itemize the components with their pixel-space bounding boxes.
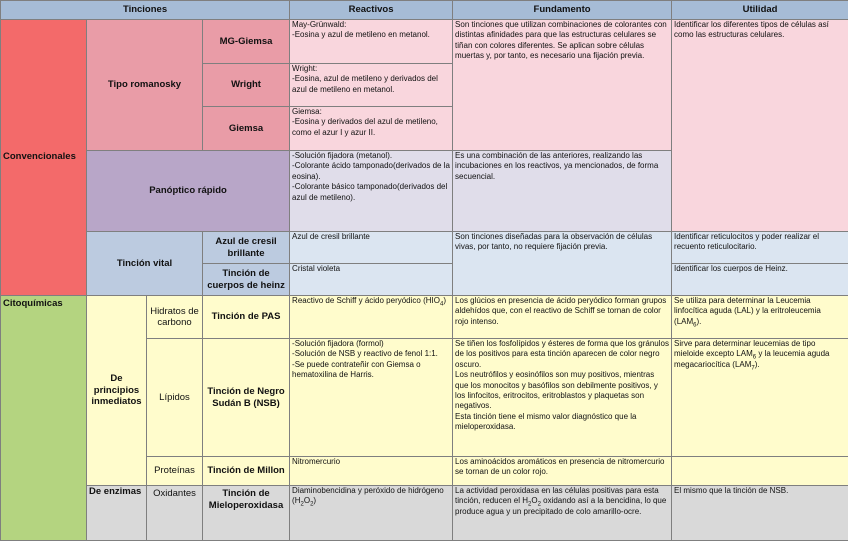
header-tinciones: Tinciones <box>1 1 290 20</box>
utilidad-cresil: Identificar reticulocitos y poder realizar el recuento reticulocitario. <box>672 232 848 264</box>
reactivos-mpo-text: Diaminobencidina y peróxido de hidrógeno (H <box>292 486 444 506</box>
fundamento-mpo-sub1: 2 <box>527 502 532 508</box>
fundamento-mieloperoxidasa <box>453 486 672 541</box>
reactivos-mieloperoxidasa <box>290 486 453 541</box>
reactivos-mpo-mid: O <box>303 496 311 506</box>
row-pas <box>1 296 848 339</box>
utilidad-pas-text: Se utiliza para determinar la Leucemia linfocítica aguda (LAL) y la eritroleucemia (LAM <box>674 296 821 326</box>
reactivos-mpo-end: ) <box>313 496 317 506</box>
type-oxidantes: Oxidantes <box>147 486 203 541</box>
subgroup-principios: De principios inmediatos <box>87 296 147 486</box>
subgroup-vital: Tinción vital <box>87 232 203 296</box>
header-fundamento: Fundamento <box>453 1 672 20</box>
stain-wright: Wright <box>203 64 290 107</box>
stain-cresil: Azul de cresil brillante <box>203 232 290 264</box>
reactivos-millon: Nitromercurio <box>290 457 453 486</box>
reactivos-mpo-sub1: 2 <box>300 502 304 508</box>
group-convencionales: Convencionales <box>1 20 87 296</box>
reactivos-pas-sub: 4 <box>439 301 444 308</box>
utilidad-nsb-sub2: 7 <box>751 365 755 372</box>
utilidad-pas <box>672 296 848 339</box>
reactivos-pas-end: ) <box>443 296 446 305</box>
fundamento-mpo-sub2: 2 <box>537 502 541 508</box>
reactivos-pas-text: Reactivo de Schiff y ácido peryódico (HIO <box>292 296 440 305</box>
type-lipidos: Lípidos <box>147 339 203 457</box>
type-proteinas: Proteínas <box>147 457 203 486</box>
utilidad-pas-end: ). <box>696 316 702 326</box>
fundamento-pas: Los glúcios en presencia de ácido peryódico forman grupos aldehídos que, con el reactivo de Schiff se tornan de color rojo intenso. <box>453 296 672 339</box>
row-cresil <box>1 232 848 264</box>
stain-panoptico: Panóptico rápido <box>87 151 290 232</box>
fundamento-panoptico: Es una combinación de las anteriores, realizando las incubaciones en los reactivos, ya mencionados, de forma secuencial. <box>453 151 672 232</box>
reactivos-mpo-sub2: 2 <box>310 502 314 508</box>
utilidad-nsb-text3: ). <box>754 359 760 369</box>
utilidad-millon <box>672 457 848 486</box>
fundamento-vital: Son tinciones diseñadas para la observación de células vivas, por tanto, no requiere fijación previa. <box>453 232 672 296</box>
fundamento-nsb: Se tiñen los fosfolípidos y ésteres de forma que los gránulos de los positivos para esta tinción aparecen de color negro oscuro. Los neutrófilos y eosinófilos son muy positivos, mientras que los monocitos y basófilos son debilmente positivos, y los linfocitos, eritrocitos, eritroblastos y plaquetas son negativos. Esta tinción tiene el mismo valor diagnóstico que la mieloperoxidasa. <box>453 339 672 457</box>
reactivos-panoptico: -Solución fijadora (metanol). -Colorante ácido tamponado(derivados de la eosina). -Colorante básico tamponado(derivados del azul de metileno). <box>290 151 453 232</box>
stain-giemsa: Giemsa <box>203 107 290 151</box>
reactivos-giemsa: Giemsa: -Eosina y derivados del azul de metileno, como el azur I y azur II. <box>290 107 453 151</box>
utilidad-romanosky: Identificar los diferentes tipos de células así como las estructuras celulares. <box>672 20 848 232</box>
group-citoquimicas: Citoquímicas <box>1 296 87 541</box>
fundamento-mpo-end: oxidando así a la bencidina, lo que produce agua y un precipitado de colo amarillo-ocre. <box>455 496 667 516</box>
header-row <box>1 1 848 20</box>
stain-nsb: Tinción de Negro Sudán B (NSB) <box>203 339 290 457</box>
fundamento-romanosky: Son tinciones que utilizan combinaciones de colorantes con distintas afinidades para que las estructuras celulares se tiñan con colores diferentes. Se aplican sobre células muertas y, por tanto, es necesario una fijación previa. <box>453 20 672 151</box>
fundamento-mpo-text: La actividad peroxidasa en las células positivas para esta tinción, reducen el H <box>455 486 659 506</box>
row-mieloperoxidasa <box>1 486 848 541</box>
subgroup-romanosky: Tipo romanosky <box>87 20 203 151</box>
stain-millon: Tinción de Millon <box>203 457 290 486</box>
fundamento-mpo-mid: O <box>531 496 538 506</box>
reactivos-mg-giemsa: May-Grünwald: -Eosina y azul de metileno en metanol. <box>290 20 453 64</box>
stain-mieloperoxidasa: Tinción de Mieloperoxidasa <box>203 486 290 541</box>
fundamento-millon: Los aminoácidos aromáticos en presencia de nitromercurio se tornan de un color rojo. <box>453 457 672 486</box>
type-hidratos: Hidratos de carbono <box>147 296 203 339</box>
row-mg-giemsa <box>1 20 848 64</box>
reactivos-pas <box>290 296 453 339</box>
header-reactivos: Reactivos <box>290 1 453 20</box>
reactivos-heinz: Cristal violeta <box>290 264 453 296</box>
stain-pas: Tinción de PAS <box>203 296 290 339</box>
stain-mg-giemsa: MG-Giemsa <box>203 20 290 64</box>
stain-heinz: Tinción de cuerpos de heinz <box>203 264 290 296</box>
utilidad-nsb-text2: y la leucemia aguda megacariocítica (LAM <box>674 349 830 369</box>
utilidad-nsb <box>672 339 848 457</box>
subgroup-enzimas: De enzimas <box>87 486 147 541</box>
reactivos-nsb: -Solución fijadora (formol) -Solución de NSB y reactivo de fenol 1:1. -Se puede contrateñir con Giemsa o hematoxilina de Harris. <box>290 339 453 457</box>
header-utilidad: Utilidad <box>672 1 848 20</box>
utilidad-mieloperoxidasa: El mismo que la tinción de NSB. <box>672 486 848 541</box>
utilidad-nsb-text1: Sirve para determinar leucemias de tipo mieloide excepto LAM <box>674 339 816 359</box>
utilidad-heinz: Identificar los cuerpos de Heinz. <box>672 264 848 296</box>
utilidad-pas-sub: 6 <box>693 322 697 329</box>
utilidad-nsb-sub1: 6 <box>752 355 757 361</box>
reactivos-wright: Wright: -Eosina, azul de metileno y derivados del azul de metileno en metanol. <box>290 64 453 107</box>
reactivos-cresil: Azul de cresil brillante <box>290 232 453 264</box>
